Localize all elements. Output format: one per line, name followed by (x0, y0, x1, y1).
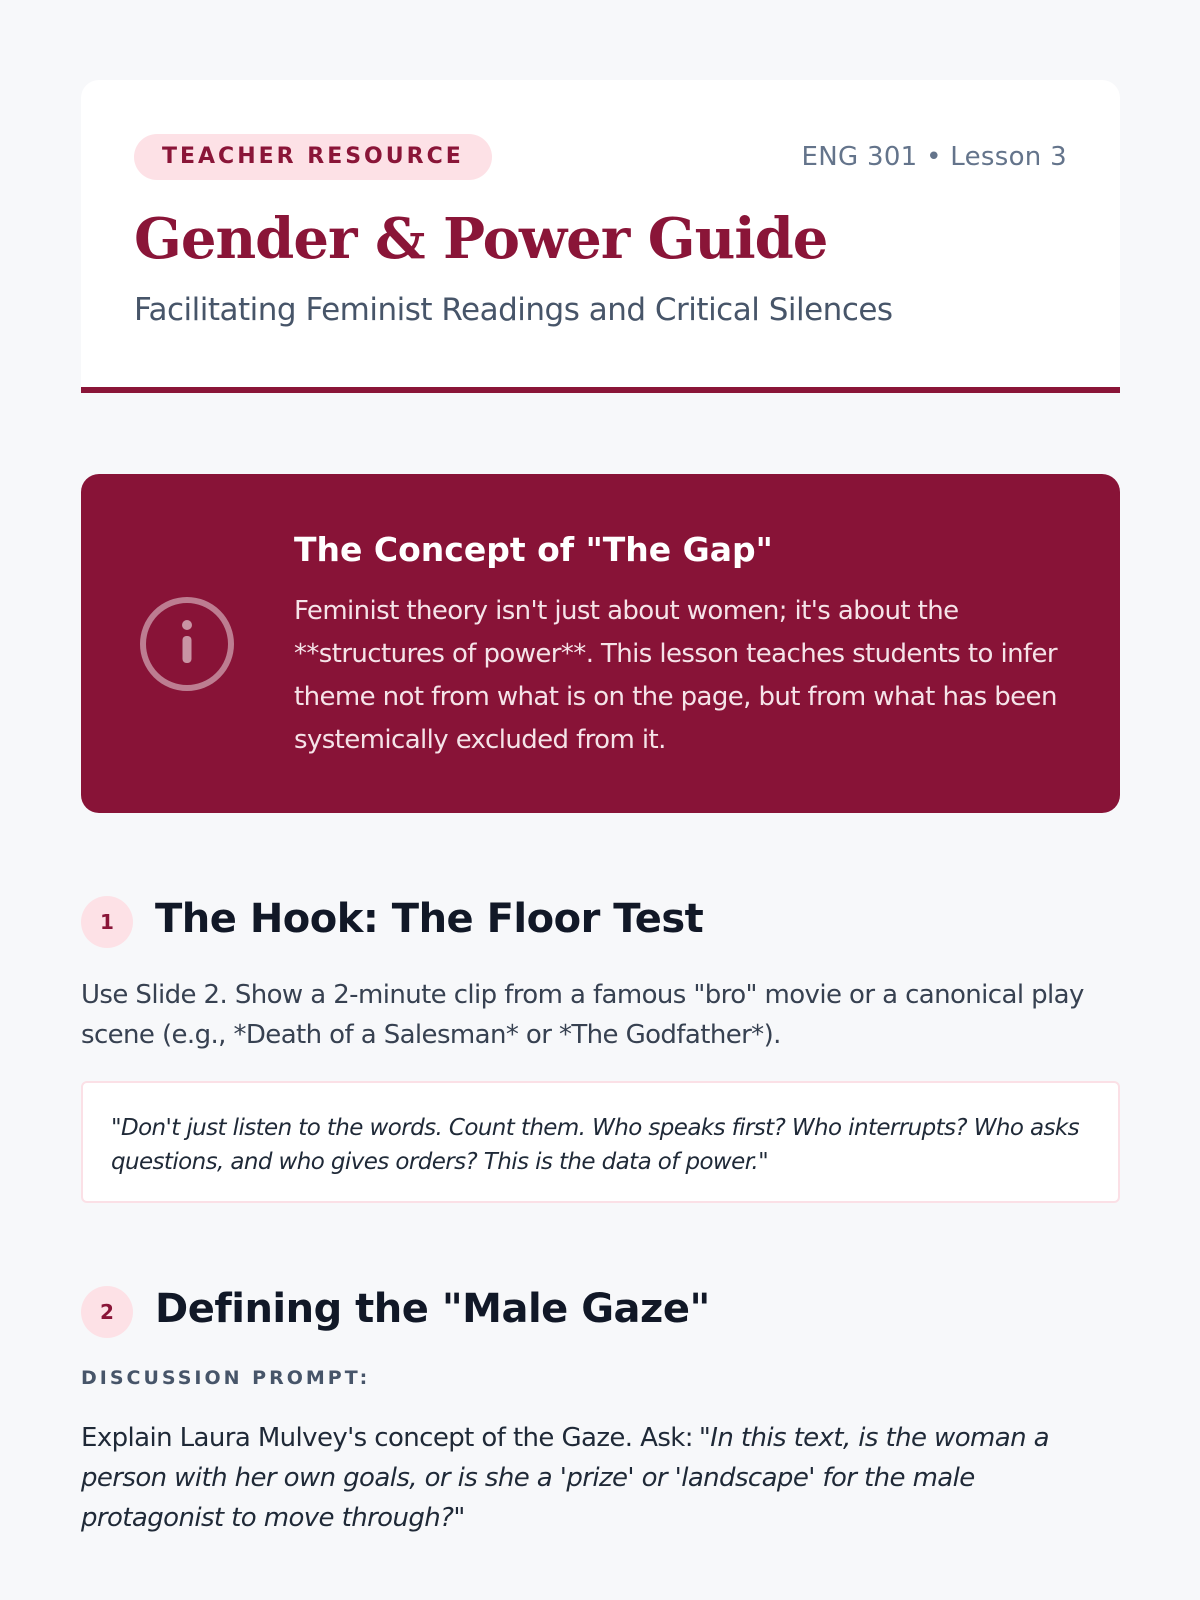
page-title: Gender & Power Guide (134, 206, 828, 272)
section-1-text: Use Slide 2. Show a 2-minute clip from a famous "bro" movie or a canonical play scene (e.g., *Death of a Salesman* or *The Godfather*). (81, 980, 1084, 1050)
prompt-question: "In this text, is the woman a person with her own goals, or is she a 'prize' or 'landscape' for the male protagonist to move through?" (81, 1423, 1049, 1533)
section-1-title: The Hook: The Floor Test (155, 896, 704, 942)
course-lesson-reference: ENG 301 • Lesson 3 (801, 142, 1067, 172)
page-subtitle: Facilitating Feminist Readings and Critical Silences (134, 292, 893, 328)
discussion-prompt (81, 1418, 1120, 1538)
floor-test-quote (81, 1081, 1120, 1203)
header-card (81, 80, 1120, 393)
concept-title: The Concept of "The Gap" (294, 530, 773, 569)
discussion-prompt-label: DISCUSSION PROMPT: (81, 1367, 371, 1389)
section-2-title: Defining the "Male Gaze" (155, 1286, 710, 1332)
section-1-number: 1 (81, 896, 133, 948)
teacher-resource-badge: TEACHER RESOURCE (134, 134, 492, 180)
concept-body: Feminist theory isn't just about women; it's about the **structures of power**. This lesson teaches students to infer theme not from what is on the page, but from what has been systemically excluded from it. (294, 596, 1057, 755)
section-2-number: 2 (81, 1286, 133, 1338)
info-icon (138, 595, 236, 693)
concept-callout (81, 474, 1120, 813)
quote-text: "Don't just listen to the words. Count them. Who speaks first? Who interrupts? Who asks questions, and who gives orders? This is the data of power." (111, 1115, 1080, 1175)
prompt-intro: Explain Laura Mulvey's concept of the Gaze. Ask: (81, 1423, 693, 1453)
